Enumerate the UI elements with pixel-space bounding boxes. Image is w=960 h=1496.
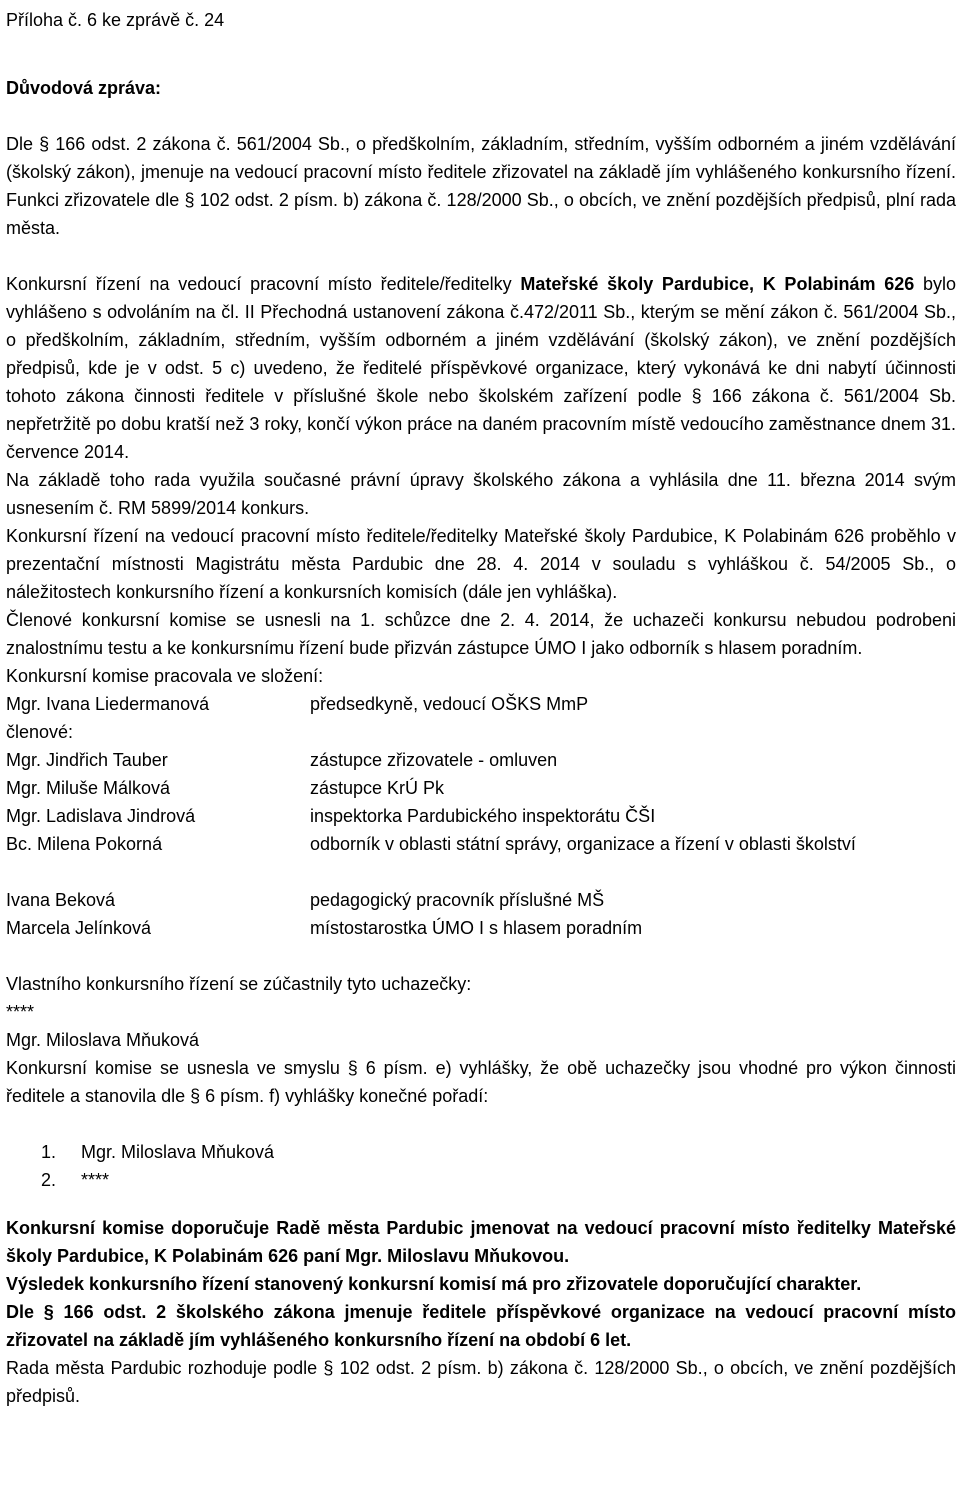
spacer — [6, 1110, 956, 1138]
attachment-header: Příloha č. 6 ke zprávě č. 24 — [6, 10, 225, 30]
chair-role: předsedkyně, vedoucí OŠKS MmP — [310, 694, 589, 714]
member-row — [6, 886, 956, 914]
document-page — [6, 0, 956, 1410]
member-role: místostarostka ÚMO I s hlasem poradním — [310, 918, 643, 938]
order-number: 2. — [41, 1170, 57, 1190]
chair-name: Mgr. Ivana Liedermanová — [6, 694, 210, 714]
paragraph-committee-resolution: Konkursní komise se usnesla ve smyslu § 6 písm. e) vyhlášky, že obě uchazečky jsou vhodné pro výkon činnosti ředitele a stanovila dle § 6 písm. f) vyhlášky konečné pořadí: — [6, 1058, 956, 1106]
member-role: pedagogický pracovník příslušné MŠ — [310, 890, 605, 910]
announcement-text-start: Konkursní řízení na vedoucí pracovní místo ředitele/ředitelky — [6, 274, 521, 294]
member-name: Mgr. Ladislava Jindrová — [6, 806, 196, 826]
order-item — [6, 1138, 956, 1166]
paragraph-announcement — [6, 270, 956, 466]
order-name: Mgr. Miloslava Mňuková — [81, 1142, 275, 1162]
candidate-item: Mgr. Miloslava Mňuková — [6, 1030, 200, 1050]
member-name: Mgr. Jindřich Tauber — [6, 750, 168, 770]
paragraph-council-decision: Na základě toho rada využila současné právní úpravy školského zákona a vyhlásila dne 11. března 2014 svým usnesením č. RM 5899/2014 konkurs. — [6, 470, 956, 518]
final-order-list — [6, 1138, 956, 1194]
member-role: zástupce zřizovatele - omluven — [310, 750, 558, 770]
member-name: Marcela Jelínková — [6, 918, 152, 938]
candidate-item: **** — [6, 1002, 35, 1022]
order-number: 1. — [41, 1142, 57, 1162]
member-row — [6, 830, 956, 886]
member-row — [6, 802, 956, 830]
member-row — [6, 774, 956, 802]
committee-intro: Konkursní komise pracovala ve složení: — [6, 666, 324, 686]
order-item — [6, 1166, 956, 1194]
members-label: členové: — [6, 722, 74, 742]
announcement-text-rest: bylo vyhlášeno s odvoláním na čl. II Přechodná ustanovení zákona č.472/2011 Sb., kterým se mění zákon č. 561/2004 Sb., o předškolním, základním, středním, vyšším odborném a jiném vzdělávání (školský zákon), ve znění pozdějších předpisů, kde je v odst. 5 c) uvedeno, že ředitelé příspěvkové organizace, který vykonává ke dni nabytí účinnosti tohoto zákona činnosti ředitele v příslušné škole nebo školském zařízení podle § 166 zákona č. 561/2004 Sb. nepřetržitě po dobu kratší než 3 roky, končí výkon práce na daném pracovním místě vedoucího zaměstnance dnem 31. července 2014. — [6, 274, 956, 462]
member-row — [6, 914, 956, 942]
member-row — [6, 746, 956, 774]
member-name: Mgr. Miluše Málková — [6, 778, 171, 798]
member-name: Bc. Milena Pokorná — [6, 834, 163, 854]
paragraph-result-character: Výsledek konkursního řízení stanovený konkursní komisí má pro zřizovatele doporučující charakter. — [6, 1274, 862, 1294]
committee-chair-row — [6, 690, 956, 718]
paragraph-appointment-period: Dle § 166 odst. 2 školského zákona jmenuje ředitele příspěvkové organizace na vedoucí pracovní místo zřizovatel na základě jím vyhlášeného konkursního řízení na období 6 let. — [6, 1302, 956, 1350]
document-title: Důvodová zpráva: — [6, 78, 162, 98]
candidates-intro: Vlastního konkursního řízení se zúčastnily tyto uchazečky: — [6, 974, 472, 994]
spacer — [6, 1194, 956, 1214]
member-role: odborník v oblasti státní správy, organizace a řízení v oblasti školství — [310, 834, 856, 854]
school-name: Mateřské školy Pardubice, K Polabinám 626 — [520, 274, 915, 294]
paragraph-recommendation: Konkursní komise doporučuje Radě města Pardubic jmenovat na vedoucí pracovní místo ředitelky Mateřské školy Pardubice, K Polabinám 626 paní Mgr. Miloslavu Mňukovou. — [6, 1218, 956, 1266]
member-role: inspektorka Pardubického inspektorátu ČŠI — [310, 806, 656, 826]
spacer — [6, 942, 956, 970]
member-name: Ivana Beková — [6, 890, 116, 910]
paragraph-procedure: Konkursní řízení na vedoucí pracovní místo ředitele/ředitelky Mateřské školy Pardubice, K Polabinám 626 proběhlo v prezentační místnosti Magistrátu města Pardubic dne 28. 4. 2014 v souladu s vyhláškou č. 54/2005 Sb., o náležitostech konkursního řízení a konkursních komisích (dále jen vyhláška). — [6, 526, 956, 602]
paragraph-council-authority: Rada města Pardubic rozhoduje podle § 102 odst. 2 písm. b) zákona č. 128/2000 Sb., o obcích, ve znění pozdějších předpisů. — [6, 1358, 956, 1406]
paragraph-legal-basis: Dle § 166 odst. 2 zákona č. 561/2004 Sb., o předškolním, základním, středním, vyšším odborném a jiném vzdělávání (školský zákon), jmenuje na vedoucí pracovní místo ředitele zřizovatel na základě jím vyhlášeného konkursního řízení. Funkci zřizovatele dle § 102 odst. 2 písm. b) zákona č. 128/2000 Sb., o obcích, ve znění pozdějších předpisů, plní rada města. — [6, 134, 956, 238]
member-role: zástupce KrÚ Pk — [310, 778, 445, 798]
paragraph-committee-meeting: Členové konkursní komise se usnesli na 1. schůzce dne 2. 4. 2014, že uchazeči konkursu nebudou podrobeni znalostnímu testu a ke konkursnímu řízení bude přizván zástupce ÚMO I jako odborník s hlasem poradním. — [6, 610, 956, 658]
order-name: **** — [81, 1170, 110, 1190]
